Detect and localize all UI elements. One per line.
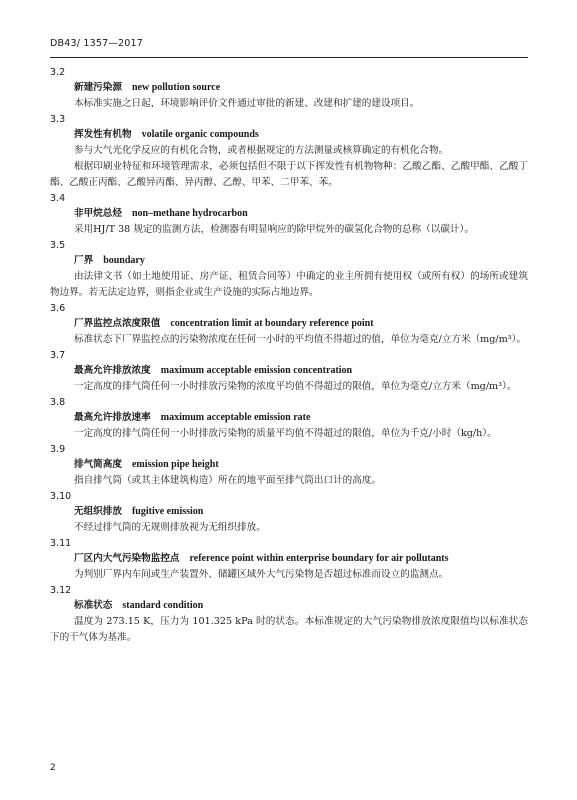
- definition-section: [50, 395, 528, 442]
- term-heading: [74, 410, 528, 426]
- section-number: 3.7: [50, 350, 66, 361]
- term-heading: [74, 363, 528, 379]
- term-chinese: 厂区内大气污染物监控点: [74, 553, 180, 564]
- term-english: maximum acceptable emission concentration: [160, 365, 353, 376]
- section-number: 3.6: [50, 303, 66, 314]
- page-number: 2: [50, 763, 56, 773]
- definition-text: 采用HJ/T 38 规定的监测方法，检测器有明显响应的除甲烷外的碳氢化合物的总称（以碳计）。: [74, 224, 474, 235]
- definition-section: [50, 238, 528, 301]
- term-chinese: 非甲烷总烃: [74, 208, 122, 219]
- definition-text: 为判别厂界内车间或生产装置外、储罐区域外大气污染物是否超过标准而设立的监测点。: [74, 569, 449, 580]
- term-english: concentration limit at boundary reference point: [170, 318, 374, 329]
- section-number: 3.8: [50, 397, 66, 408]
- section-number: 3.11: [50, 538, 72, 549]
- term-english: fugitive emission: [131, 506, 204, 517]
- definitions-body: [50, 65, 528, 646]
- section-number: 3.9: [50, 444, 66, 455]
- term-chinese: 最高允许排放速率: [74, 412, 151, 423]
- term-heading: [74, 457, 528, 473]
- section-number: 3.3: [50, 114, 66, 125]
- definition-text: 温度为 273.15 K，压力为 101.325 kPa 时的状态。本标准规定的大气污染物排放浓度限值均以标准状态下的干气体为基准。: [50, 616, 528, 643]
- term-chinese: 挥发性有机物: [74, 129, 132, 140]
- definition-text: 参与大气光化学反应的有机化合物，或者根据规定的方法测量或核算确定的有机化合物。: [74, 145, 449, 156]
- term-heading: [74, 80, 528, 96]
- section-number: 3.5: [50, 240, 66, 251]
- term-heading: [74, 598, 528, 614]
- definition-section: [50, 583, 528, 646]
- definition-text: 由法律文书（如土地使用证、房产证、租赁合同等）中确定的业主所拥有使用权（或所有权）的场所或建筑物边界。若无法定边界，则指企业或生产设施的实际占地边界。: [50, 271, 528, 298]
- definition-text: 一定高度的排气筒任何一小时排放污染物的质量平均值不得超过的限值，单位为千克/小时（kg/h）。: [74, 428, 497, 439]
- term-chinese: 厂界: [74, 255, 94, 266]
- term-chinese: 无组织排放: [74, 506, 122, 517]
- definition-text: 本标准实施之日起，环境影响评价文件通过审批的新建、改建和扩建的建设项目。: [74, 98, 420, 109]
- term-english: boundary: [103, 255, 145, 266]
- definition-section: [50, 442, 528, 489]
- term-english: volatile organic compounds: [141, 129, 259, 140]
- term-english: reference point within enterprise boundary for air pollutants: [189, 553, 449, 564]
- term-heading: [74, 504, 528, 520]
- section-number: 3.4: [50, 193, 66, 204]
- definition-section: [50, 191, 528, 238]
- definition-text: 标准状态下厂界监控点的污染物浓度在任何一小时的平均值不得超过的值，单位为毫克/立方米（mg/m³）。: [74, 334, 526, 345]
- term-chinese: 新建污染源: [74, 82, 122, 93]
- definition-section: [50, 112, 528, 191]
- definition-text: 不经过排气筒的无规则排放视为无组织排放。: [74, 522, 266, 533]
- header-rule: [50, 57, 528, 58]
- term-heading: [74, 551, 528, 567]
- term-chinese: 标准状态: [74, 600, 113, 611]
- term-english: non–methane hydrocarbon: [131, 208, 248, 219]
- definition-text: 一定高度的排气筒任何一小时排放污染物的浓度平均值不得超过的限值，单位为毫克/立方米（mg/m³）。: [74, 381, 517, 392]
- definition-section: [50, 489, 528, 536]
- term-english: maximum acceptable emission rate: [160, 412, 311, 423]
- term-heading: [74, 206, 528, 222]
- section-number: 3.10: [50, 491, 72, 502]
- definition-text: 根据印刷业特征和环境管理需求，必须包括但不限于以下挥发性有机物物种：乙酸乙酯、乙酸甲酯、乙酸丁酯、乙酸正丙酯、乙酸异丙酯、异丙醇、乙醇、甲苯、二甲苯、苯。: [50, 161, 528, 188]
- term-chinese: 厂界监控点浓度限值: [74, 318, 161, 329]
- definition-text: 指自排气筒（或其主体建筑构造）所在的地平面至排气筒出口计的高度。: [74, 475, 381, 486]
- document-code: DB43/ 1357—2017: [50, 38, 143, 49]
- term-english: new pollution source: [131, 82, 221, 93]
- definition-section: [50, 348, 528, 395]
- term-english: emission pipe height: [131, 459, 219, 470]
- section-number: 3.2: [50, 67, 66, 78]
- term-english: standard condition: [122, 600, 204, 611]
- term-heading: [74, 316, 528, 332]
- term-chinese: 排气筒高度: [74, 459, 122, 470]
- term-heading: [74, 253, 528, 269]
- definition-section: [50, 65, 528, 112]
- term-chinese: 最高允许排放浓度: [74, 365, 151, 376]
- definition-section: [50, 536, 528, 583]
- section-number: 3.12: [50, 585, 72, 596]
- definition-section: [50, 301, 528, 348]
- term-heading: [74, 127, 528, 143]
